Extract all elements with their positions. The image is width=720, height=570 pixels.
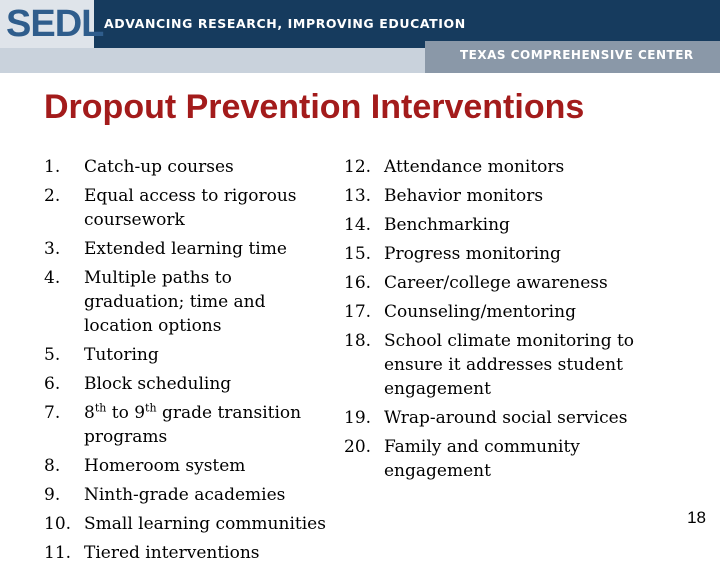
item-number: 1. <box>44 157 61 177</box>
item-text: Small learning communities <box>84 514 326 534</box>
intervention-list-left <box>44 155 334 570</box>
sedl-logo <box>0 0 104 48</box>
item-number: 3. <box>44 239 61 259</box>
list-item <box>344 435 644 483</box>
list-item <box>344 155 644 179</box>
grade-a: 8 <box>84 403 95 423</box>
list-item <box>344 213 644 237</box>
item-number: 9. <box>44 485 61 505</box>
item-number: 12. <box>344 157 372 177</box>
transition-text: grade transition programs <box>84 403 302 447</box>
list-item <box>344 300 644 324</box>
item-text: Extended learning time <box>84 239 287 259</box>
list-item <box>44 155 334 179</box>
item-text: Counseling/mentoring <box>384 302 576 322</box>
list-item <box>344 406 644 430</box>
item-text: Behavior monitors <box>384 186 544 206</box>
item-text: Catch-up courses <box>84 157 234 177</box>
list-item <box>344 329 644 401</box>
item-text: Ninth-grade academies <box>84 485 286 505</box>
list-item <box>44 184 334 232</box>
item-number: 2. <box>44 186 61 206</box>
list-item <box>44 483 334 507</box>
intervention-list-right <box>344 155 644 488</box>
tagline: ADVANCING RESEARCH, IMPROVING EDUCATION <box>104 16 466 31</box>
logo-text: SEDL <box>6 3 104 45</box>
item-text: School climate monitoring to ensure it addresses student engagement <box>384 331 635 399</box>
list-item <box>44 541 334 565</box>
item-number: 7. <box>44 403 61 423</box>
item-text: Multiple paths to graduation; time and location options <box>84 268 266 336</box>
list-item <box>344 184 644 208</box>
item-text: Equal access to rigorous coursework <box>84 186 297 230</box>
item-number: 20. <box>344 437 372 457</box>
slide-title: Dropout Prevention Interventions <box>44 88 585 126</box>
list-item <box>44 372 334 396</box>
item-text: Tiered interventions <box>84 543 260 563</box>
item-number: 16. <box>344 273 372 293</box>
list-item <box>44 266 334 338</box>
list-item <box>44 454 334 478</box>
list-item <box>344 242 644 266</box>
item-number: 11. <box>44 543 72 563</box>
list-item <box>344 271 644 295</box>
item-number: 17. <box>344 302 372 322</box>
header-banner <box>0 0 720 75</box>
item-text: Career/college awareness <box>384 273 608 293</box>
grade-b-suffix: th <box>145 401 157 415</box>
list-item <box>44 512 334 536</box>
list-item <box>44 237 334 261</box>
item-text: Attendance monitors <box>384 157 565 177</box>
center-name: TEXAS COMPREHENSIVE CENTER <box>460 48 694 62</box>
item-text: Block scheduling <box>84 374 232 394</box>
grade-b: to 9 <box>106 403 146 423</box>
item-number: 8. <box>44 456 61 476</box>
item-number: 13. <box>344 186 372 206</box>
item-number: 10. <box>44 514 72 534</box>
list-item <box>44 343 334 367</box>
item-text: Benchmarking <box>384 215 510 235</box>
page-number: 18 <box>687 508 706 527</box>
item-number: 19. <box>344 408 372 428</box>
item-text <box>84 401 334 449</box>
item-number: 4. <box>44 268 61 288</box>
item-number: 6. <box>44 374 61 394</box>
list-item <box>44 401 334 449</box>
item-number: 5. <box>44 345 61 365</box>
item-text: Progress monitoring <box>384 244 561 264</box>
item-number: 14. <box>344 215 372 235</box>
item-text: Homeroom system <box>84 456 246 476</box>
item-text: Wrap-around social services <box>384 408 628 428</box>
item-number: 15. <box>344 244 372 264</box>
item-number: 18. <box>344 331 372 351</box>
grade-a-suffix: th <box>94 401 107 415</box>
item-text: Tutoring <box>84 345 159 365</box>
item-text: Family and community engagement <box>384 437 580 481</box>
